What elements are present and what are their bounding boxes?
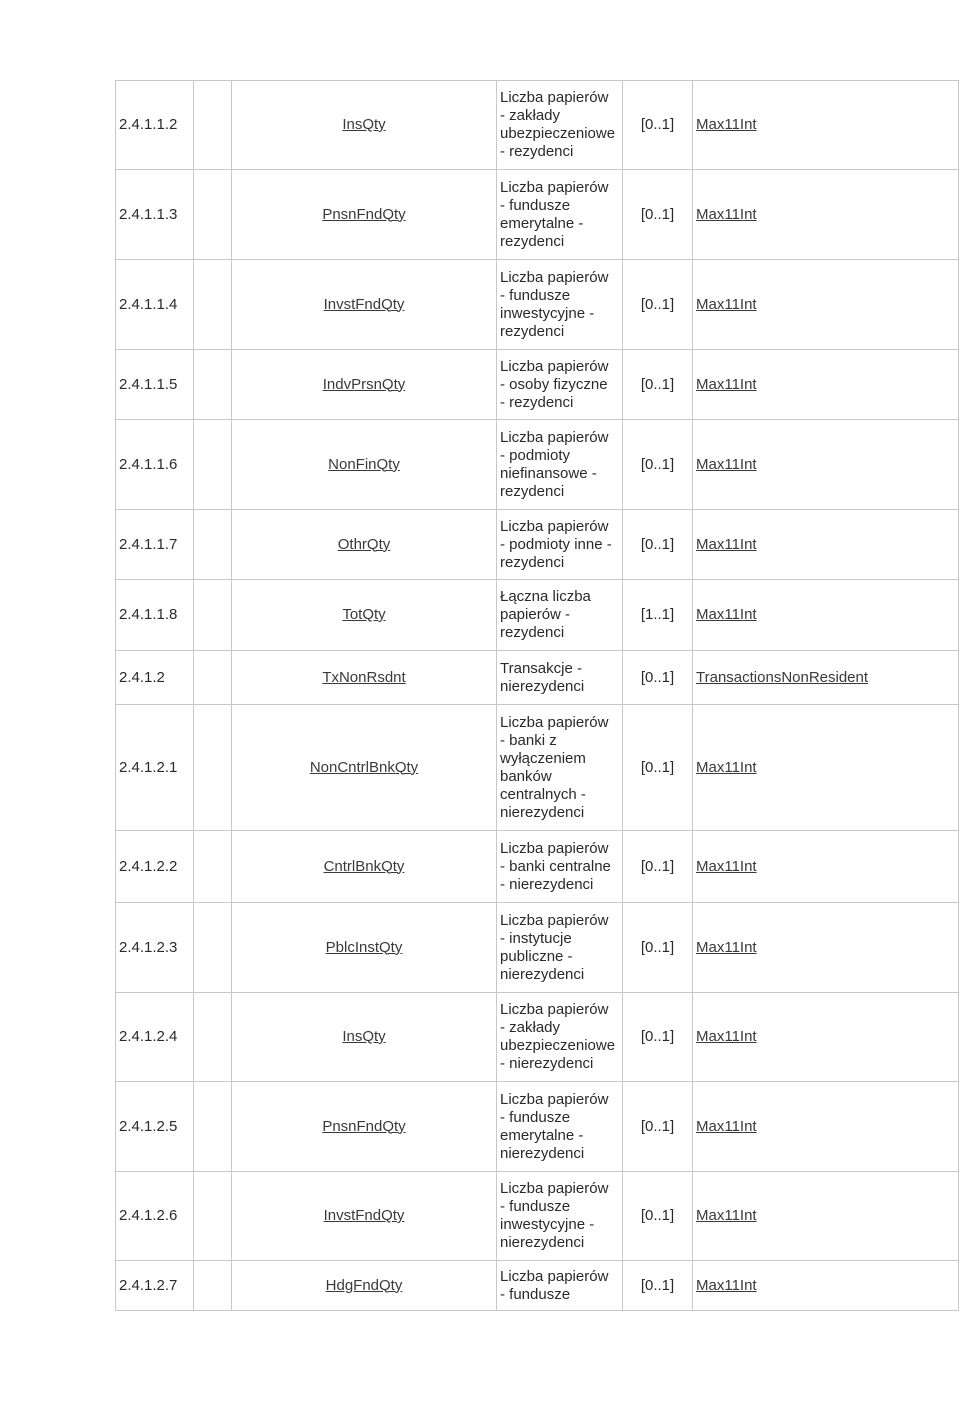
row-number: 2.4.1.2.2 xyxy=(116,831,194,903)
table-row xyxy=(116,903,959,993)
data-type: Max11Int xyxy=(696,1276,757,1294)
tag-name: HdgFndQty xyxy=(325,1276,403,1294)
multiplicity: [1..1] xyxy=(623,580,693,651)
tag-name: NonFinQty xyxy=(328,455,400,473)
data-type: Max11Int xyxy=(696,116,757,133)
tag-name: PnsnFndQty xyxy=(322,205,406,223)
tag-name: OthrQty xyxy=(337,535,391,553)
empty-cell xyxy=(194,993,232,1082)
data-type: Max11Int xyxy=(696,857,757,875)
description: Liczba papierów - fundusze inwestycyjne - rezydenci xyxy=(497,260,623,350)
data-type: Max11Int xyxy=(696,1207,757,1224)
row-number: 2.4.1.1.8 xyxy=(116,580,194,651)
row-number: 2.4.1.1.6 xyxy=(116,420,194,510)
tag-name: TotQty xyxy=(342,606,386,623)
tag-name: PblcInstQty xyxy=(325,938,403,956)
empty-cell xyxy=(194,510,232,580)
description: Liczba papierów - zakłady ubezpieczeniowe - rezydenci xyxy=(497,81,623,170)
table-row xyxy=(116,580,959,651)
table-row xyxy=(116,705,959,831)
tag-name: NonCntrlBnkQty xyxy=(309,758,419,776)
description: Liczba papierów - fundusze inwestycyjne - nierezydenci xyxy=(497,1172,623,1261)
multiplicity: [0..1] xyxy=(623,81,693,170)
table-row xyxy=(116,170,959,260)
tag-name: InsQty xyxy=(342,1028,386,1045)
row-number: 2.4.1.1.4 xyxy=(116,260,194,350)
description: Liczba papierów - fundusze emerytalne - rezydenci xyxy=(497,170,623,260)
table-row xyxy=(116,420,959,510)
row-number: 2.4.1.2.4 xyxy=(116,993,194,1082)
multiplicity: [0..1] xyxy=(623,903,693,993)
table-row xyxy=(116,1261,959,1311)
description: Liczba papierów - osoby fizyczne - rezydenci xyxy=(497,350,623,420)
multiplicity: [0..1] xyxy=(623,705,693,831)
specification-table xyxy=(115,80,959,1311)
multiplicity: [0..1] xyxy=(623,420,693,510)
description: Liczba papierów - podmioty inne - rezydenci xyxy=(497,510,623,580)
empty-cell xyxy=(194,1261,232,1311)
table-row xyxy=(116,81,959,170)
table-row xyxy=(116,1172,959,1261)
tag-name: CntrlBnkQty xyxy=(323,857,405,875)
multiplicity: [0..1] xyxy=(623,1172,693,1261)
tag-name: InvstFndQty xyxy=(323,1207,405,1224)
table-row xyxy=(116,510,959,580)
multiplicity: [0..1] xyxy=(623,350,693,420)
row-number: 2.4.1.2.6 xyxy=(116,1172,194,1261)
multiplicity: [0..1] xyxy=(623,260,693,350)
data-type: Max11Int xyxy=(696,375,757,393)
multiplicity: [0..1] xyxy=(623,1082,693,1172)
description: Liczba papierów - podmioty niefinansowe - rezydenci xyxy=(497,420,623,510)
empty-cell xyxy=(194,1172,232,1261)
empty-cell xyxy=(194,81,232,170)
description: Łączna liczba papierów - rezydenci xyxy=(497,580,623,651)
multiplicity: [0..1] xyxy=(623,831,693,903)
data-type: Max11Int xyxy=(696,535,757,553)
data-type: Max11Int xyxy=(696,606,757,623)
row-number: 2.4.1.1.7 xyxy=(116,510,194,580)
description: Liczba papierów - zakłady ubezpieczeniowe - nierezydenci xyxy=(497,993,623,1082)
empty-cell xyxy=(194,903,232,993)
description: Liczba papierów - fundusze emerytalne - nierezydenci xyxy=(497,1082,623,1172)
empty-cell xyxy=(194,580,232,651)
row-number: 2.4.1.2.3 xyxy=(116,903,194,993)
tag-name: TxNonRsdnt xyxy=(322,668,406,686)
description: Liczba papierów - banki centralne - nierezydenci xyxy=(497,831,623,903)
description: Liczba papierów - instytucje publiczne - nierezydenci xyxy=(497,903,623,993)
data-type: Max11Int xyxy=(696,758,757,776)
empty-cell xyxy=(194,831,232,903)
multiplicity: [0..1] xyxy=(623,651,693,705)
description: Liczba papierów - banki z wyłączeniem banków centralnych - nierezydenci xyxy=(497,705,623,831)
row-number: 2.4.1.2.1 xyxy=(116,705,194,831)
tag-name: PnsnFndQty xyxy=(322,1117,406,1135)
data-type: Max11Int xyxy=(696,1028,757,1045)
data-type: Max11Int xyxy=(696,1117,757,1135)
data-type: TransactionsNonResident xyxy=(696,668,869,686)
data-type: Max11Int xyxy=(696,205,757,223)
empty-cell xyxy=(194,350,232,420)
multiplicity: [0..1] xyxy=(623,993,693,1082)
row-number: 2.4.1.2.5 xyxy=(116,1082,194,1172)
row-number: 2.4.1.1.5 xyxy=(116,350,194,420)
description: Liczba papierów - fundusze xyxy=(497,1261,623,1311)
row-number: 2.4.1.1.3 xyxy=(116,170,194,260)
empty-cell xyxy=(194,420,232,510)
empty-cell xyxy=(194,260,232,350)
tag-name: InsQty xyxy=(342,116,386,133)
table-row xyxy=(116,260,959,350)
table-row xyxy=(116,993,959,1082)
data-type: Max11Int xyxy=(696,455,757,473)
multiplicity: [0..1] xyxy=(623,510,693,580)
multiplicity: [0..1] xyxy=(623,1261,693,1311)
empty-cell xyxy=(194,1082,232,1172)
empty-cell xyxy=(194,651,232,705)
table-row xyxy=(116,350,959,420)
description: Transakcje - nierezydenci xyxy=(497,651,623,705)
empty-cell xyxy=(194,170,232,260)
empty-cell xyxy=(194,705,232,831)
table-row xyxy=(116,831,959,903)
multiplicity: [0..1] xyxy=(623,170,693,260)
row-number: 2.4.1.1.2 xyxy=(116,81,194,170)
table-row xyxy=(116,651,959,705)
data-type: Max11Int xyxy=(696,938,757,956)
tag-name: InvstFndQty xyxy=(323,295,405,313)
data-type: Max11Int xyxy=(696,295,757,313)
tag-name: IndvPrsnQty xyxy=(322,375,406,393)
row-number: 2.4.1.2 xyxy=(116,651,194,705)
row-number: 2.4.1.2.7 xyxy=(116,1261,194,1311)
table-row xyxy=(116,1082,959,1172)
